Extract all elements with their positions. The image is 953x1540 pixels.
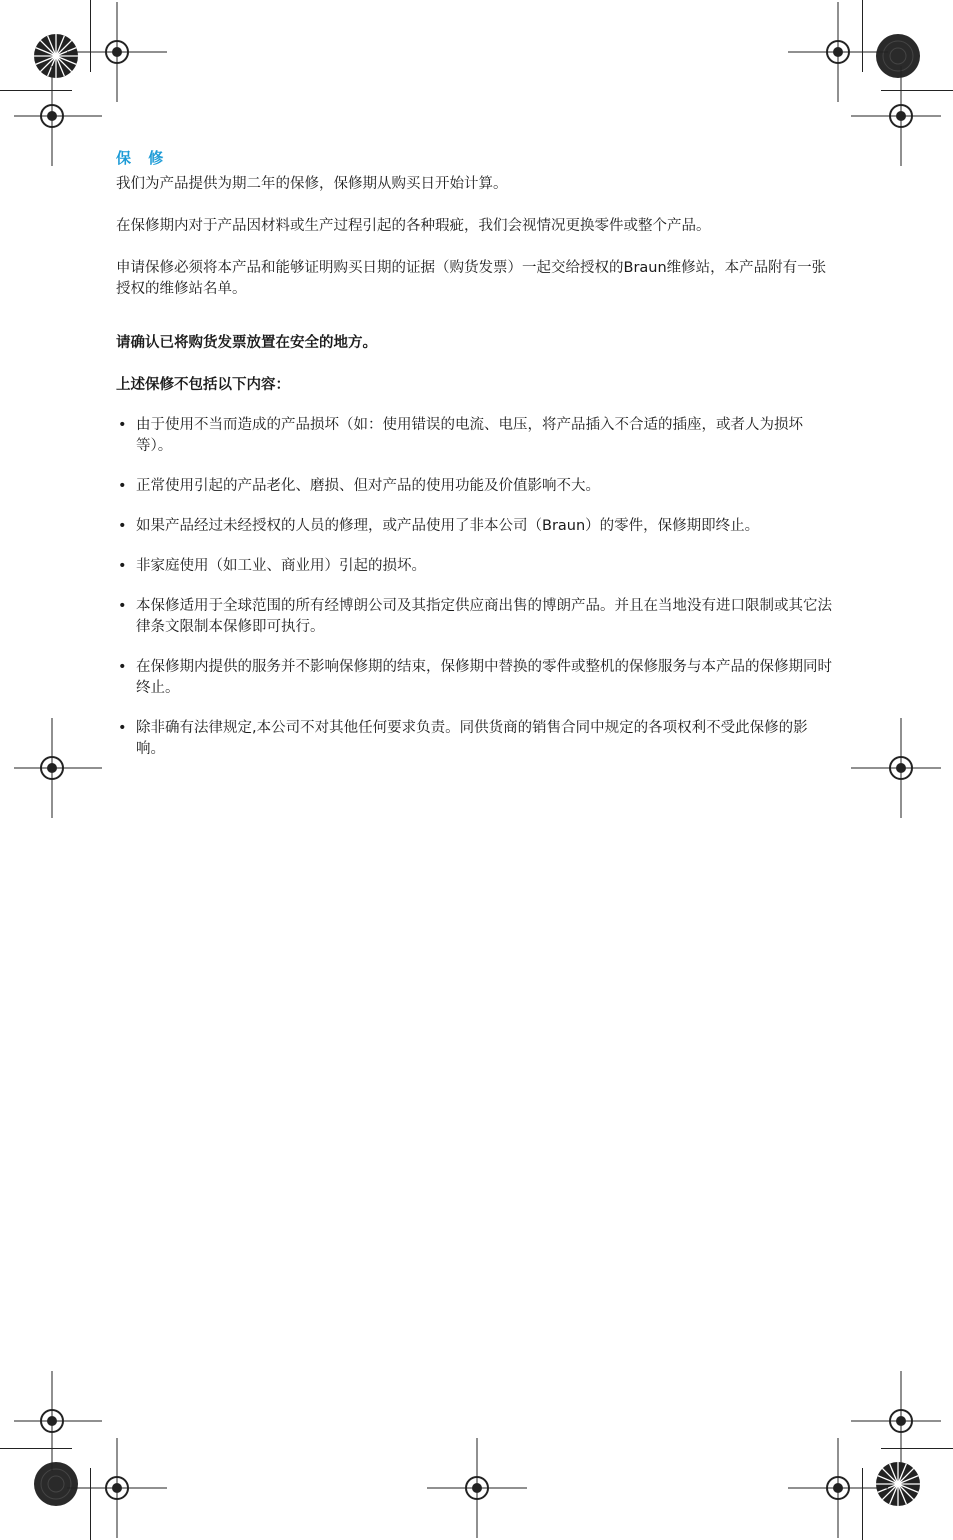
- registration-mark-icon: [425, 1436, 529, 1540]
- list-item: [116, 415, 832, 457]
- paragraph: 申请保修必须将本产品和能够证明购买日期的证据（购货发票）一起交给授权的Braun维修站，本产品附有一张授权的维修站名单。: [116, 260, 827, 297]
- list-item: [116, 556, 832, 577]
- registration-mark-icon: [65, 1436, 169, 1540]
- notice-text: 请确认已将购货发票放置在安全的地方。: [116, 335, 377, 351]
- list-item: [116, 718, 832, 760]
- list-item-text: 本保修适用于全球范围的所有经博朗公司及其指定供应商出售的博朗产品。并且在当地没有进口限制或其它法律条文限制本保修即可执行。: [136, 598, 832, 635]
- list-item-text: 在保修期内提供的服务并不影响保修期的结束，保修期中替换的零件或整机的保修服务与本产品的保修期同时终止。: [136, 659, 832, 696]
- section-heading: 保 修: [116, 149, 170, 167]
- list-item-text: 由于使用不当而造成的产品损坏（如：使用错误的电流、电压，将产品插入不合适的插座，或者人为损坏等）。: [136, 417, 803, 454]
- list-item: [116, 516, 832, 537]
- bullet-icon: •: [118, 659, 127, 675]
- list-item: [116, 657, 832, 699]
- exclusions-list: [116, 415, 832, 760]
- list-item-text: 非家庭使用（如工业、商业用）引起的损坏。: [136, 558, 426, 574]
- bullet-icon: •: [118, 518, 127, 534]
- paragraph: 在保修期内对于产品因材料或生产过程引起的各种瑕疵，我们会视情况更换零件或整个产品。: [116, 218, 711, 234]
- bullet-icon: •: [118, 720, 127, 736]
- list-item-text: 除非确有法律规定,本公司不对其他任何要求负责。同供货商的销售合同中规定的各项权利不受此保修的影响。: [136, 720, 808, 757]
- bullet-icon: •: [118, 598, 127, 614]
- bullet-icon: •: [118, 558, 127, 574]
- bullet-icon: •: [118, 478, 127, 494]
- registration-mark-icon: [786, 1436, 890, 1540]
- list-item: [116, 596, 832, 638]
- registration-mark-icon: [849, 64, 953, 168]
- list-item-text: 正常使用引起的产品老化、磨损、但对产品的使用功能及价值影响不大。: [136, 478, 600, 494]
- warranty-section: [116, 148, 832, 760]
- paragraph: 我们为产品提供为期二年的保修，保修期从购买日开始计算。: [116, 176, 508, 192]
- list-item: [116, 476, 832, 497]
- registration-mark-icon: [849, 716, 953, 820]
- list-item-text: 如果产品经过未经授权的人员的修理，或产品使用了非本公司（Braun）的零件，保修期即终止。: [136, 518, 760, 534]
- registration-mark-icon: [0, 716, 104, 820]
- registration-mark-icon: [0, 64, 104, 168]
- bullet-icon: •: [118, 417, 127, 433]
- exclusions-title: 上述保修不包括以下内容：: [116, 377, 290, 393]
